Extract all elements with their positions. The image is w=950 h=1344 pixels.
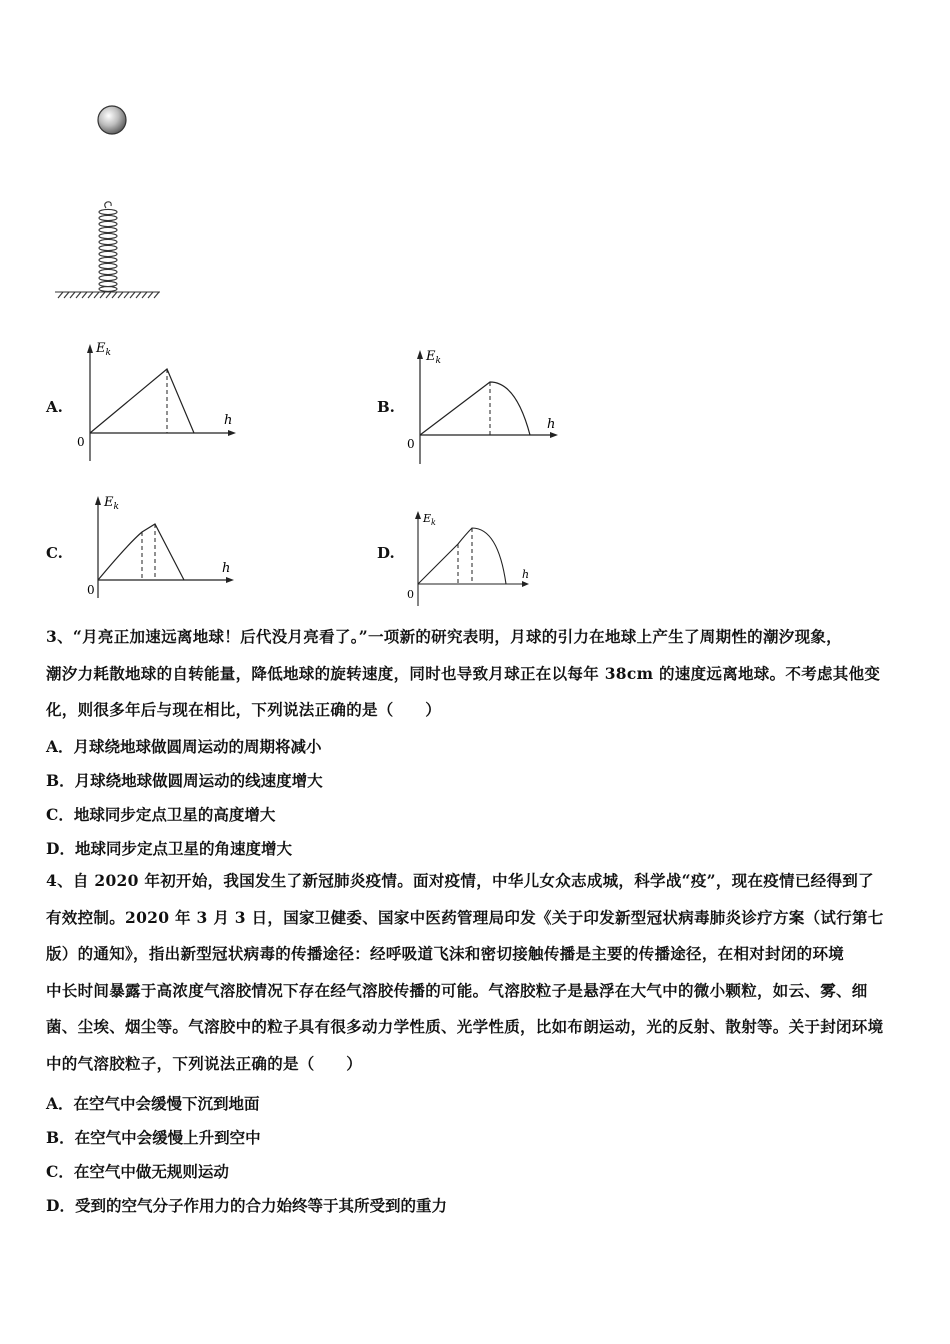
y-axis-label: $E_k$ bbox=[96, 341, 111, 358]
graph-a bbox=[70, 338, 240, 466]
ground bbox=[55, 292, 160, 298]
q3-choice-c[interactable]: C．地球同步定点卫星的高度增大 bbox=[46, 805, 276, 824]
origin-label: 0 bbox=[407, 437, 415, 451]
graph-d bbox=[400, 508, 540, 608]
graph-b bbox=[400, 346, 570, 468]
ek-curve bbox=[90, 369, 194, 433]
option-d-label[interactable]: D. bbox=[377, 544, 395, 562]
q3-line-1: 3、“月亮正加速远离地球！后代没月亮看了。”一项新的研究表明，月球的引力在地球上产生了周期性的潮汐现象， bbox=[46, 627, 842, 646]
x-axis-label: h bbox=[522, 568, 530, 581]
q3-choice-d[interactable]: D．地球同步定点卫星的角速度增大 bbox=[46, 839, 292, 858]
q4-choice-d[interactable]: D．受到的空气分子作用力的合力始终等于其所受到的重力 bbox=[46, 1196, 447, 1215]
ek-curve bbox=[418, 528, 506, 584]
y-axis-label: $E_k$ bbox=[426, 349, 441, 366]
ek-curve bbox=[98, 524, 184, 580]
graph-c bbox=[78, 494, 238, 600]
origin-label: 0 bbox=[77, 435, 85, 449]
q4-choice-b[interactable]: B．在空气中会缓慢上升到空中 bbox=[46, 1128, 261, 1147]
origin-label: 0 bbox=[87, 583, 95, 597]
option-b-label[interactable]: B. bbox=[377, 398, 395, 416]
q4-line-2: 有效控制。2020 年 3 月 3 日，国家卫健委、国家中医药管理局印发《关于印发新型冠状病毒肺炎诊疗方案（试行第七 bbox=[46, 907, 884, 927]
q4-choice-a[interactable]: A．在空气中会缓慢下沉到地面 bbox=[46, 1094, 260, 1113]
x-axis-label: h bbox=[547, 417, 556, 432]
option-c-label[interactable]: C. bbox=[46, 544, 63, 562]
ball-spring-figure bbox=[50, 98, 170, 303]
q4-line-6: 中的气溶胶粒子，下列说法正确的是（ ） bbox=[46, 1053, 363, 1073]
y-axis-label: $E_k$ bbox=[104, 495, 119, 512]
x-axis-label: h bbox=[222, 561, 231, 576]
ek-curve bbox=[420, 382, 530, 435]
spring bbox=[99, 202, 117, 292]
y-axis-label: $E_k$ bbox=[423, 512, 436, 527]
x-axis-label: h bbox=[224, 413, 233, 428]
q4-choice-c[interactable]: C．在空气中做无规则运动 bbox=[46, 1162, 229, 1181]
q4-line-1: 4、自 2020 年初开始，我国发生了新冠肺炎疫情。面对疫情，中华儿女众志成城，科学战“疫”，现在疫情已经得到了 bbox=[46, 871, 874, 890]
q3-line-2: 潮汐力耗散地球的自转能量，降低地球的旋转速度，同时也导致月球正在以每年 38cm 的速度远离地球。不考虑其他变 bbox=[46, 663, 881, 683]
ball bbox=[98, 106, 126, 134]
q3-choice-b[interactable]: B．月球绕地球做圆周运动的线速度增大 bbox=[46, 771, 323, 790]
question-3-stem bbox=[46, 619, 908, 729]
q3-line-3: 化，则很多年后与现在相比，下列说法正确的是（ ） bbox=[46, 700, 442, 719]
question-4-stem bbox=[46, 863, 908, 1082]
q4-line-5: 菌、尘埃、烟尘等。气溶胶中的粒子具有很多动力学性质、光学性质，比如布朗运动，光的反射、散射等。关于封闭环境 bbox=[46, 1017, 884, 1036]
q3-choice-a[interactable]: A．月球绕地球做圆周运动的周期将减小 bbox=[46, 737, 322, 756]
origin-label: 0 bbox=[407, 588, 414, 601]
q4-line-3: 版）的通知》，指出新型冠状病毒的传播途径：经呼吸道飞沫和密切接触传播是主要的传播途径，在相对封闭的环境 bbox=[46, 944, 845, 963]
q4-line-4: 中长时间暴露于高浓度气溶胶情况下存在经气溶胶传播的可能。气溶胶粒子是悬浮在大气中的微小颗粒，如云、雾、细 bbox=[46, 980, 868, 1000]
option-a-label[interactable]: A. bbox=[46, 398, 63, 416]
